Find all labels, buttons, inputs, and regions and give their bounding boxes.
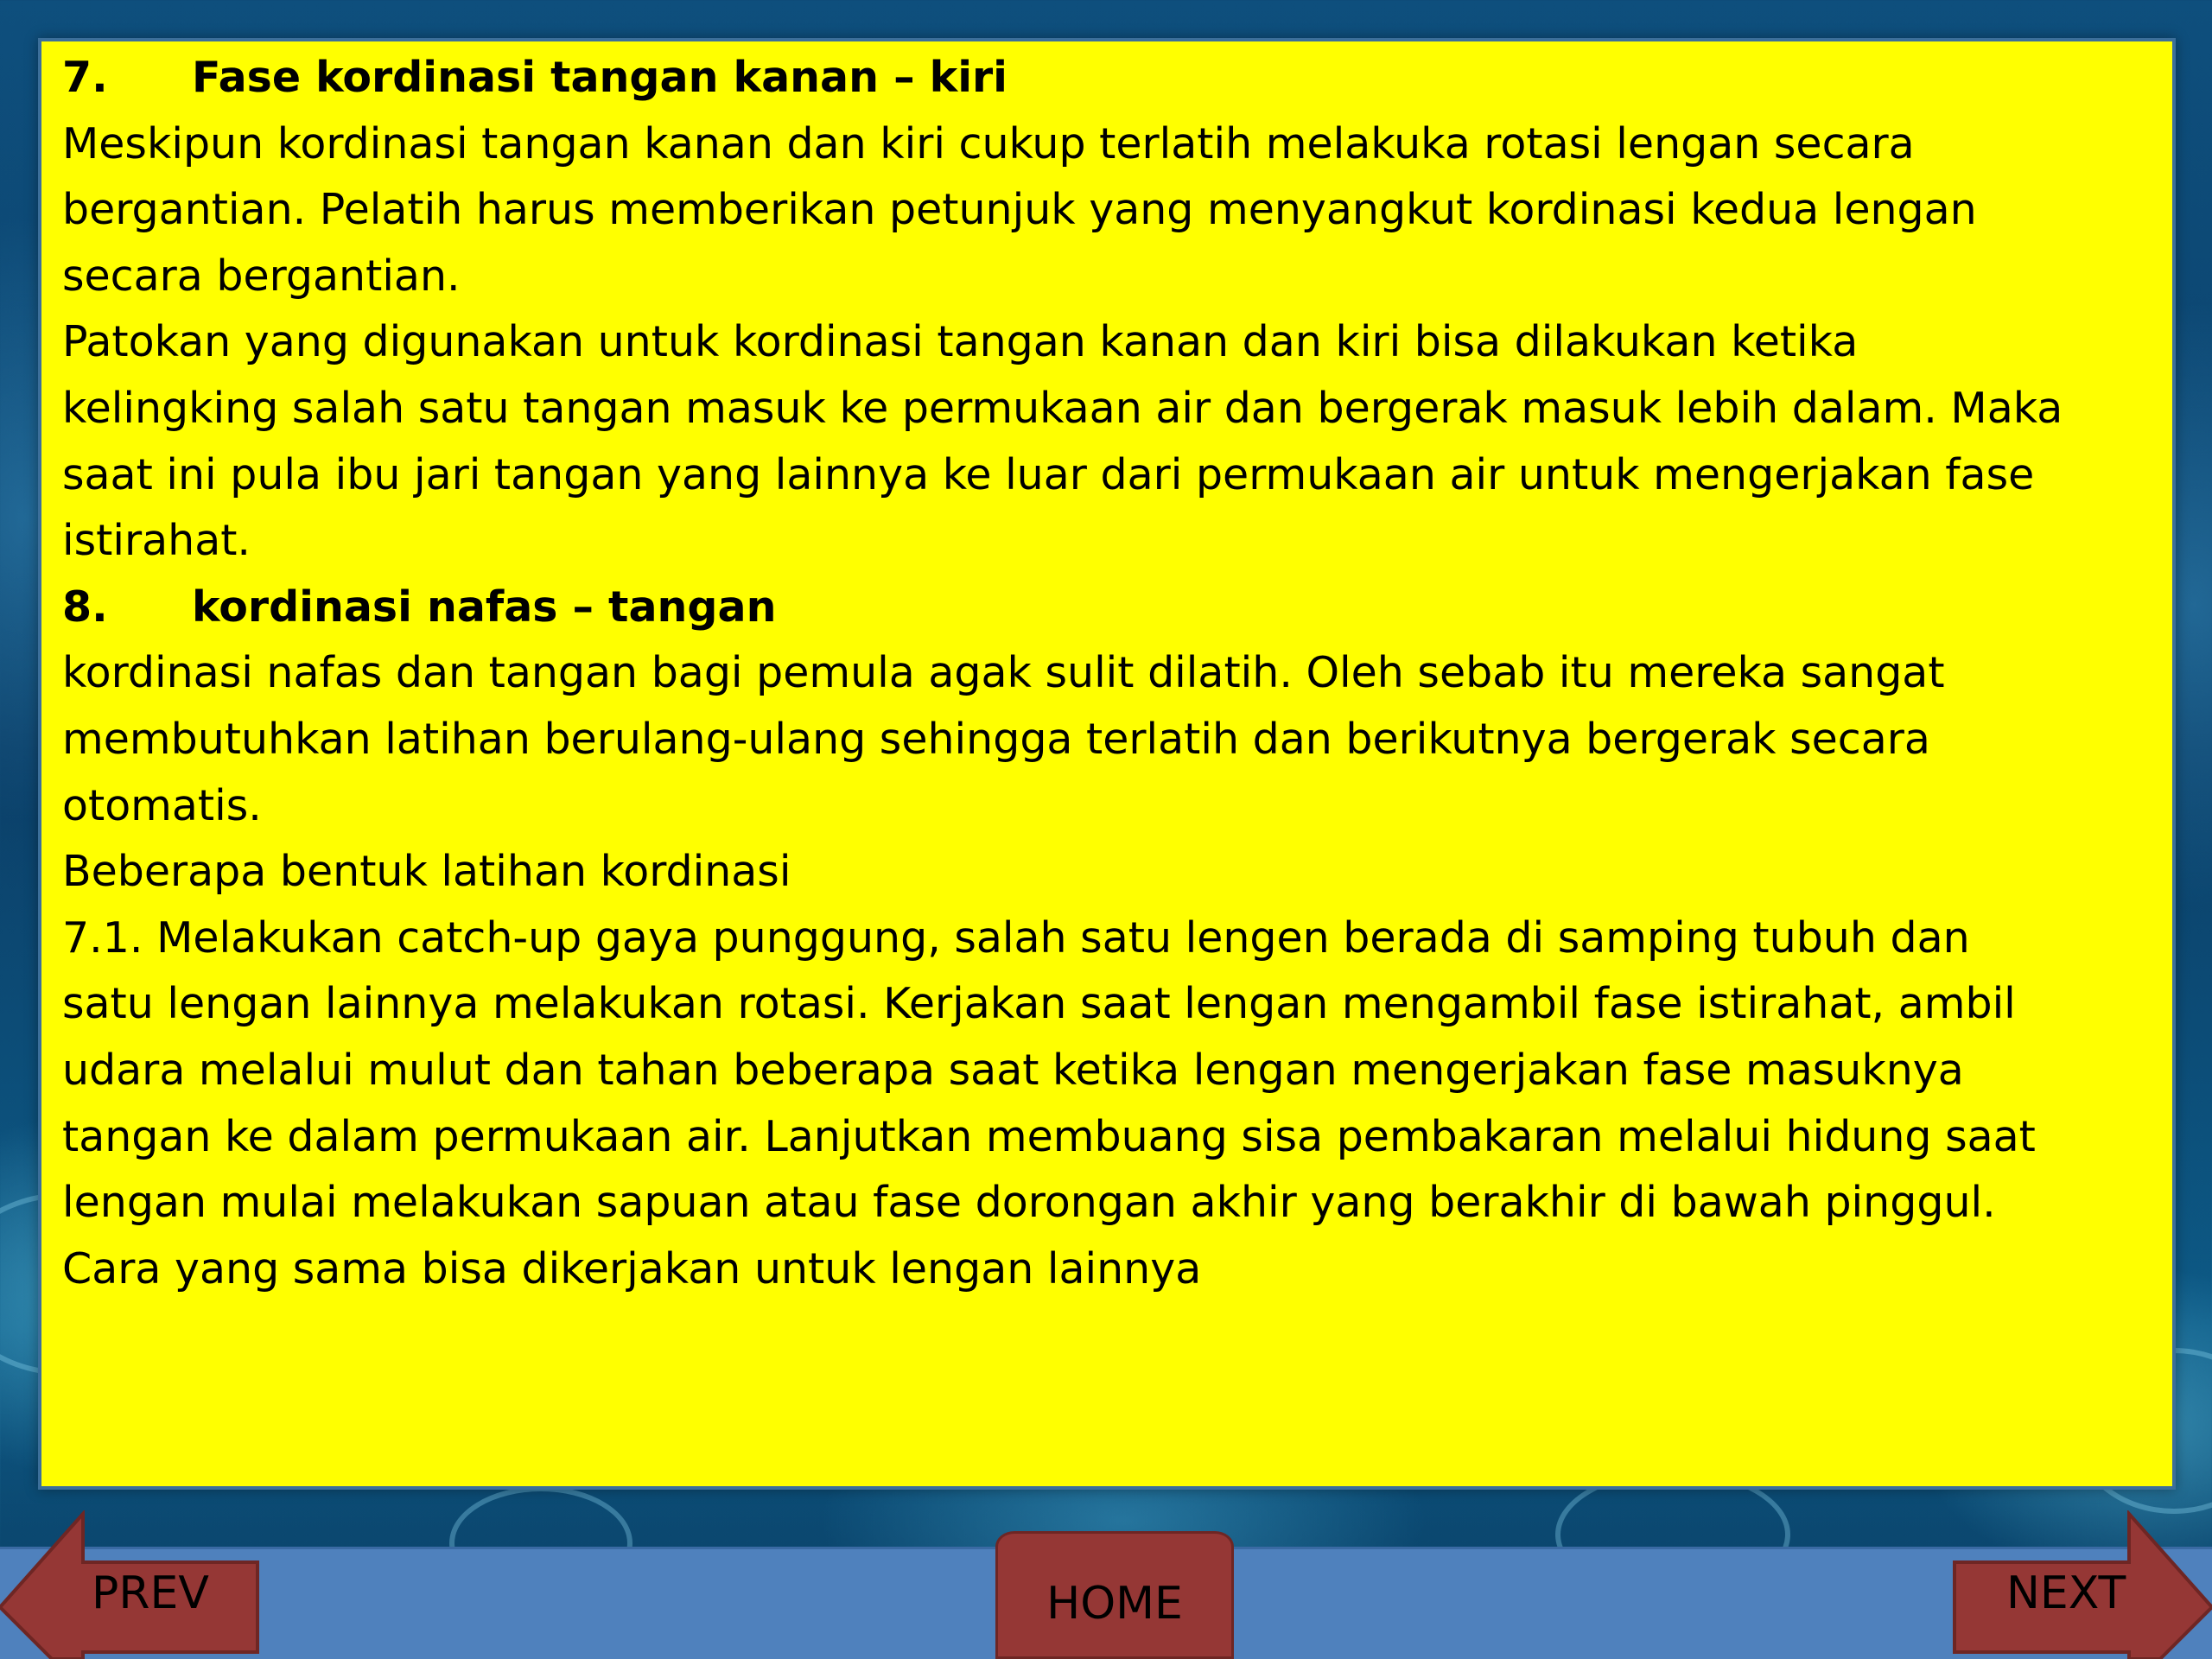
prev-button[interactable]	[0, 1510, 259, 1659]
section-7-number: 7.	[62, 53, 108, 102]
paragraph-line: udara melalui mulut dan tahan beberapa saat ketika lengan mengerjakan fase masuknya	[62, 1045, 1964, 1095]
next-button[interactable]	[1953, 1510, 2212, 1659]
home-button[interactable]	[995, 1531, 1234, 1659]
section-7-heading	[62, 45, 2155, 111]
home-button-label: HOME	[1046, 1578, 1183, 1630]
section-8-number: 8.	[62, 582, 108, 632]
content-panel	[38, 38, 2176, 1490]
paragraph-line: Cara yang sama bisa dikerjakan untuk lengan lainnya	[62, 1243, 1202, 1294]
next-button-label: NEXT	[2006, 1567, 2126, 1619]
paragraph-line: secara bergantian.	[62, 251, 461, 301]
paragraph-line: tangan ke dalam permukaan air. Lanjutkan membuang sisa pembakaran melalui hidung saat	[62, 1111, 2036, 1161]
paragraph-line: Meskipun kordinasi tangan kanan dan kiri cukup terlatih melakuka rotasi lengan secara	[62, 118, 1915, 168]
paragraph-line: otomatis.	[62, 780, 262, 830]
prev-button-label: PREV	[92, 1567, 209, 1619]
paragraph-line: kelingking salah satu tangan masuk ke permukaan air dan bergerak masuk lebih dalam. Maka	[62, 383, 2063, 433]
section-7-title: Fase kordinasi tangan kanan – kiri	[192, 53, 1007, 102]
paragraph-line: istirahat.	[62, 516, 251, 566]
paragraph-line: lengan mulai melakukan sapuan atau fase dorongan akhir yang berakhir di bawah pinggul.	[62, 1178, 1996, 1228]
paragraph-line: saat ini pula ibu jari tangan yang lainnya ke luar dari permukaan air untuk mengerjakan fase	[62, 449, 2035, 499]
section-8-title: kordinasi nafas – tangan	[192, 582, 777, 632]
paragraph-line: kordinasi nafas dan tangan bagi pemula agak sulit dilatih. Oleh sebab itu mereka sangat	[62, 648, 1945, 698]
section-8-heading	[62, 575, 2155, 641]
paragraph-line: satu lengan lainnya melakukan rotasi. Kerjakan saat lengan mengambil fase istirahat, ambil	[62, 979, 2016, 1029]
paragraph-line: bergantian. Pelatih harus memberikan petunjuk yang menyangkut kordinasi kedua lengan	[62, 185, 1977, 235]
paragraph-line: 7.1. Melakukan catch-up gaya punggung, salah satu lengen berada di samping tubuh dan	[62, 912, 1970, 963]
paragraph-line: membutuhkan latihan berulang-ulang sehingga terlatih dan berikutnya bergerak secara	[62, 714, 1930, 764]
paragraph-line: Beberapa bentuk latihan kordinasi	[62, 847, 791, 897]
paragraph-line: Patokan yang digunakan untuk kordinasi tangan kanan dan kiri bisa dilakukan ketika	[62, 317, 1859, 367]
